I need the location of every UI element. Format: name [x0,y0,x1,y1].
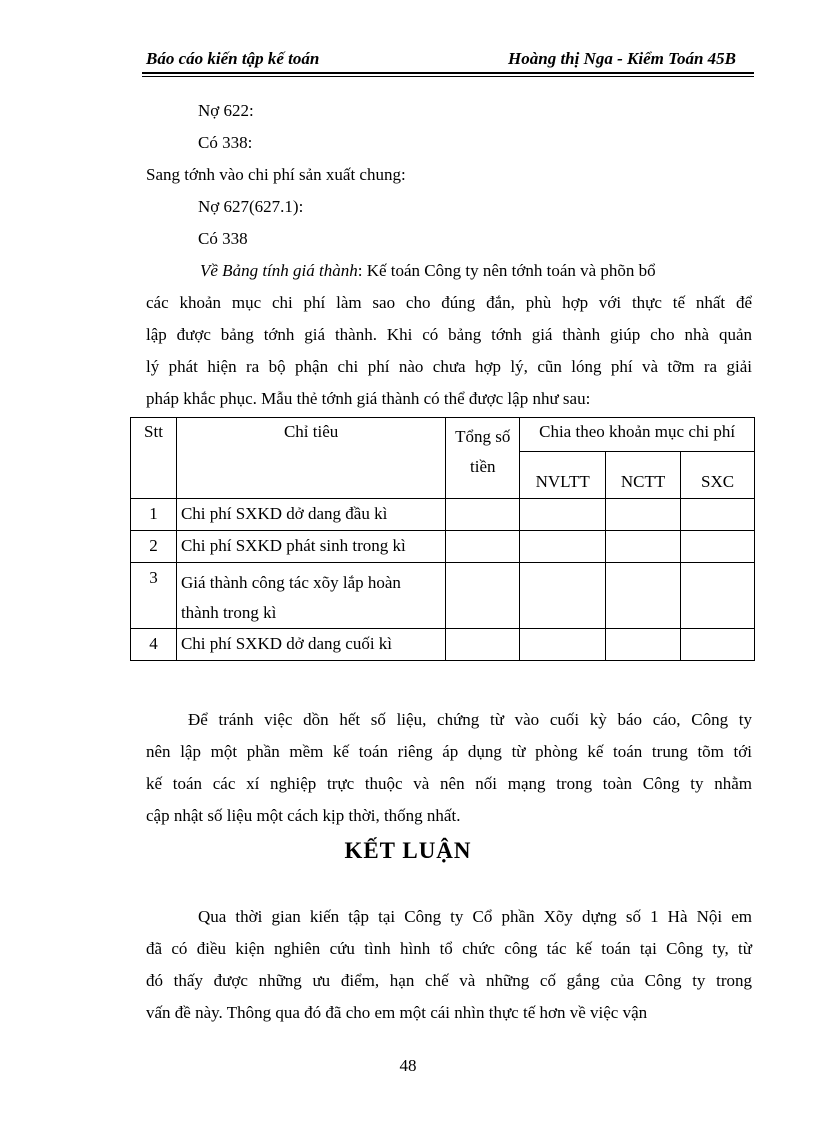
th-chi-tieu: Chỉ tiêu [176,418,445,499]
para2-line2: nên lập một phần mềm kế toán riêng áp dụng từ phòng kế toán trung tõm tới [146,742,752,761]
th-chia: Chia theo khoản mục chi phí [520,418,755,452]
row-label: Chi phí SXKD dở dang đầu kì [176,499,445,531]
table-row [131,499,755,531]
header-rule-top [142,72,754,74]
conclusion-heading: KẾT LUẬN [344,838,472,863]
entry-co-338-b: Có 338 [198,229,248,248]
para2-line4: cập nhật số liệu một cách kịp thời, thống nhất. [146,806,461,825]
para2-line3: kế toán các xí nghiệp trực thuộc và nên nối mạng trong toàn Công ty nhằm [146,774,752,793]
row-stt: 1 [131,499,177,531]
para1-line1-rest: : Kế toán Công ty nên tớnh toán và phõn bổ [357,261,656,280]
para1-line1 [200,261,752,281]
header-right: Hoàng thị Nga - Kiểm Toán 45B [508,49,736,68]
row-cell [606,563,681,629]
row-label [176,563,445,629]
row-cell [446,499,520,531]
th-stt: Stt [131,418,177,499]
row-label: Chi phí SXKD dở dang cuối kì [176,629,445,661]
row-stt: 4 [131,629,177,661]
para3-line2: đã có điều kiện nghiên cứu tình hình tổ chức công tác kế toán tại Công ty, từ [146,939,752,958]
para3-line4: vấn đề này. Thông qua đó đã cho em một cái nhìn thực tế hơn về việc vận [146,1003,648,1022]
th-nctt: NCTT [606,452,681,499]
table-row [131,563,755,629]
row-cell [520,531,606,563]
th-tong-so-tien [446,418,520,499]
row-cell [520,629,606,661]
para1-line4: lý phát hiện ra bộ phận chi phí nào chưa hợp lý, cũn lóng phí và tỡm ra giải [146,357,752,376]
row-cell [520,499,606,531]
row-cell [446,563,520,629]
entry-sang-tinh: Sang tớnh vào chi phí sản xuất chung: [146,165,406,184]
table-row [131,531,755,563]
header-rule-bottom [142,76,754,77]
row-cell [681,563,755,629]
row-cell [681,499,755,531]
para3-line3: đó thấy được những ưu điểm, hạn chế và những cố gắng của Công ty trong [146,971,752,990]
row-cell [520,563,606,629]
row-label-line1: Giá thành công tác xõy lắp hoàn [180,573,401,592]
cost-table [130,417,755,661]
row-label: Chi phí SXKD phát sinh trong kì [176,531,445,563]
th-nvltt: NVLTT [520,452,606,499]
row-cell [446,629,520,661]
entry-no-622: Nợ 622: [198,101,254,120]
row-cell [681,629,755,661]
row-cell [606,499,681,531]
th-tong-line2: tiền [470,457,496,476]
row-cell [606,629,681,661]
para2-line1: Để tránh việc dồn hết số liệu, chứng từ vào cuối kỳ báo cáo, Công ty [188,710,752,729]
para1-line2: các khoản mục chi phí làm sao cho đúng đắn, phù hợp với thực tế nhất để [146,293,752,312]
row-stt: 3 [131,563,177,629]
para1-line5: pháp khắc phục. Mẫu thẻ tớnh giá thành có thể được lập như sau: [146,389,591,408]
row-cell [606,531,681,563]
table-row [131,629,755,661]
entry-co-338-a: Có 338: [198,133,253,152]
entry-no-627: Nợ 627(627.1): [198,197,304,216]
th-tong-line1: Tổng số [455,427,511,446]
row-stt: 2 [131,531,177,563]
para1-line3: lập được bảng tớnh giá thành. Khi có bảng tớnh giá thành giúp cho nhà quản [146,325,752,344]
para3-line1: Qua thời gian kiến tập tại Công ty Cổ phần Xõy dựng số 1 Hà Nội em [198,907,752,926]
para1-italic: Về Bảng tính giá thành [200,261,358,280]
row-cell [681,531,755,563]
row-cell [446,531,520,563]
page-number: 48 [399,1056,417,1075]
th-sxc: SXC [681,452,755,499]
row-label-line2: thành trong kì [180,603,277,622]
header-left: Báo cáo kiến tập kế toán [146,49,320,68]
